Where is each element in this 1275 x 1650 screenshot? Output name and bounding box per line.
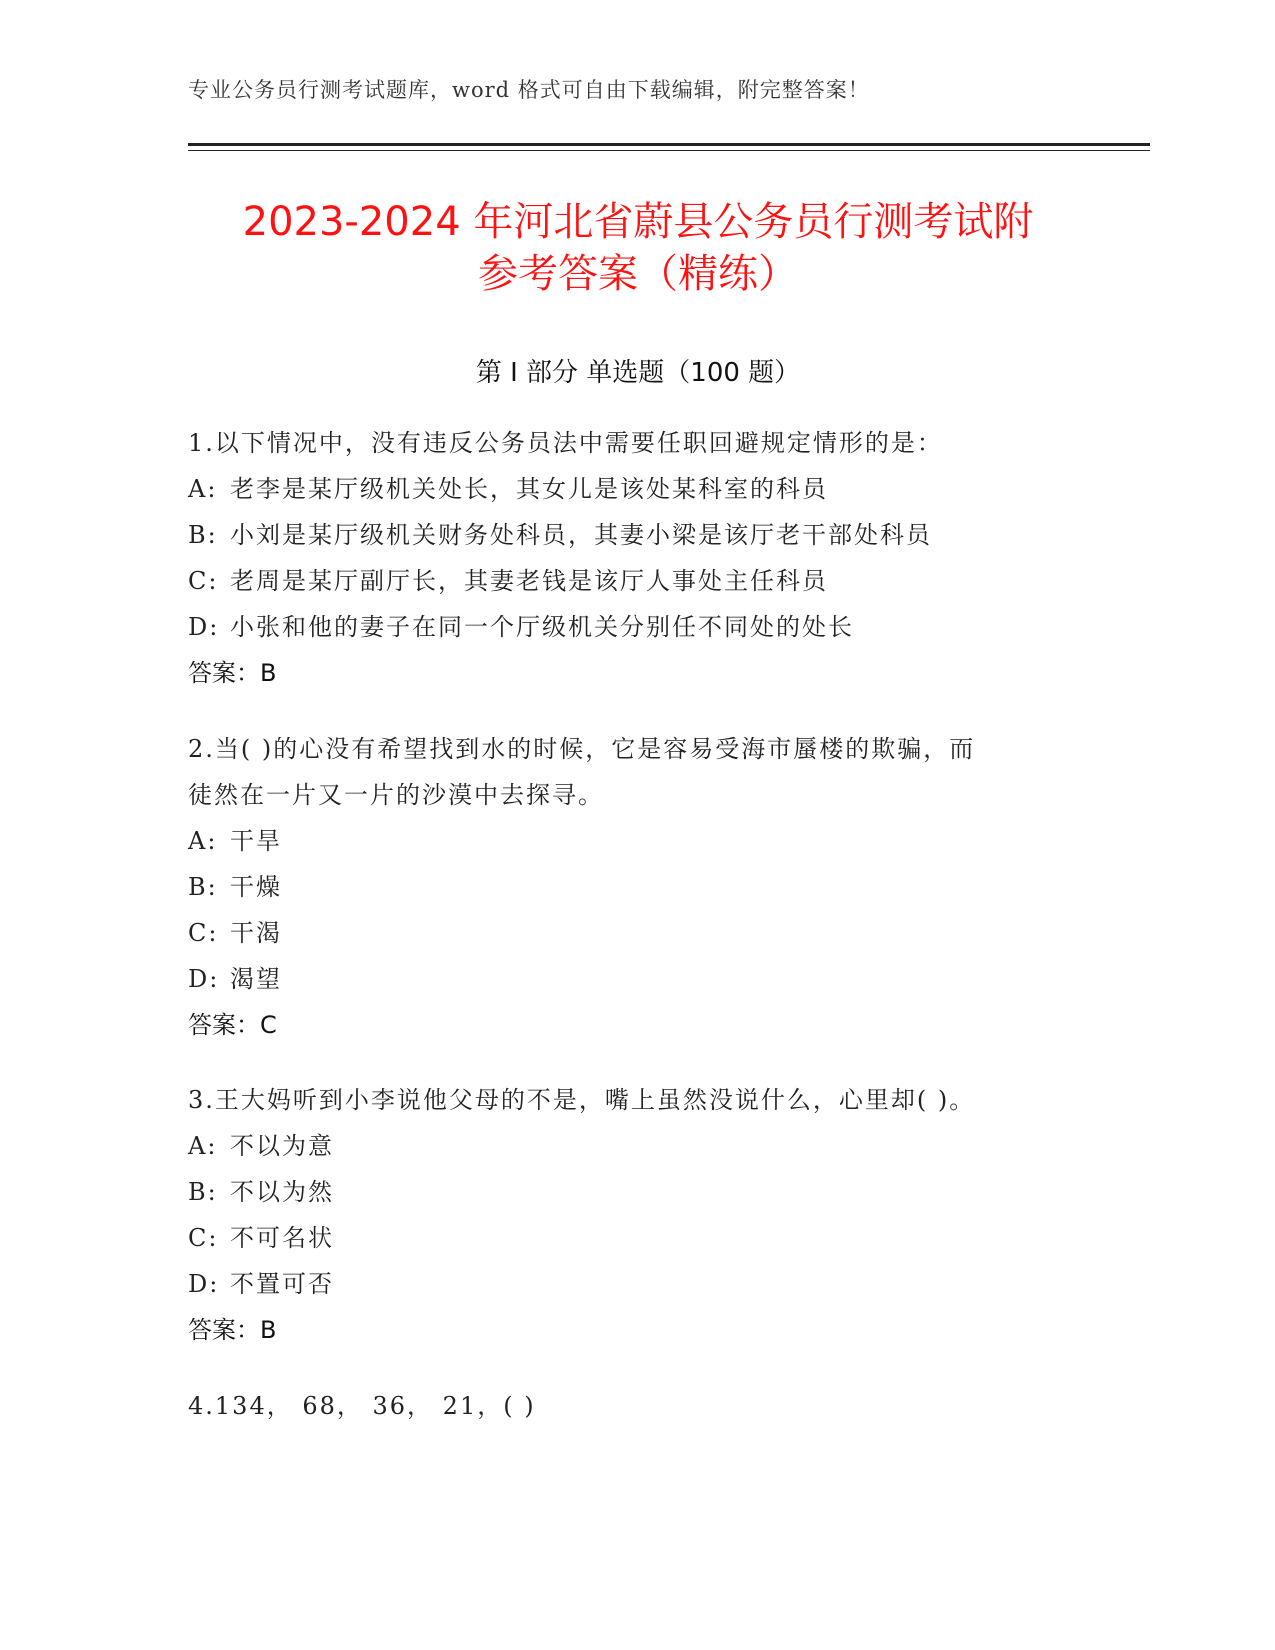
- option-key: A:: [188, 827, 218, 855]
- option-text: 不以为意: [230, 1132, 334, 1160]
- option-text: 小张和他的妻子在同一个厅级机关分别任不同处的处长: [230, 613, 854, 641]
- document-title: [188, 196, 1088, 300]
- option-key: B:: [188, 521, 218, 549]
- option-b: [188, 512, 1088, 558]
- option-d: [188, 604, 1088, 650]
- option-b: [188, 1169, 1088, 1215]
- question-stem: 4.134， 68， 36， 21，( ): [188, 1392, 536, 1420]
- option-b: [188, 864, 1088, 910]
- answer: 答案：C: [188, 1011, 277, 1039]
- option-d: [188, 1261, 1088, 1307]
- option-key: D:: [188, 1270, 220, 1298]
- answer: 答案：B: [188, 1316, 277, 1344]
- option-key: B:: [188, 1178, 218, 1206]
- option-a: [188, 1123, 1088, 1169]
- header-note: 专业公务员行测考试题库，word 格式可自由下载编辑，附完整答案！: [188, 78, 870, 102]
- question-4: [188, 1383, 1088, 1429]
- question-1: [188, 420, 1088, 696]
- question-stem: 3.王大妈听到小李说他父母的不是，嘴上虽然没说什么，心里却( )。: [188, 1086, 976, 1114]
- section-title: 第 I 部分 单选题（100 题）: [475, 358, 801, 388]
- option-text: 不置可否: [230, 1270, 334, 1298]
- option-text: 老周是某厅副厅长，其妻老钱是该厅人事处主任科员: [230, 567, 828, 595]
- option-a: [188, 818, 1088, 864]
- option-text: 老李是某厅级机关处长，其女儿是该处某科室的科员: [230, 475, 828, 503]
- question-stem-continued: 徒然在一片又一片的沙漠中去探寻。: [188, 781, 604, 809]
- option-c: [188, 1215, 1088, 1261]
- question-stem: 2.当( )的心没有希望找到水的时候，它是容易受海市蜃楼的欺骗，而: [188, 735, 976, 763]
- header-rule-thick: [188, 143, 1150, 146]
- option-text: 不以为然: [230, 1178, 334, 1206]
- question-3: [188, 1077, 1088, 1353]
- option-key: C:: [188, 567, 219, 595]
- option-text: 干旱: [230, 827, 282, 855]
- option-text: 小刘是某厅级机关财务处科员，其妻小梁是该厅老干部处科员: [230, 521, 932, 549]
- option-key: C:: [188, 1224, 219, 1252]
- option-text: 干燥: [230, 873, 282, 901]
- option-key: A:: [188, 1132, 218, 1160]
- answer: 答案：B: [188, 659, 277, 687]
- option-a: [188, 466, 1088, 512]
- option-text: 渴望: [230, 965, 282, 993]
- question-stem: 1.以下情况中，没有违反公务员法中需要任职回避规定情形的是：: [188, 429, 943, 457]
- option-text: 干渴: [230, 919, 282, 947]
- header-rule-thin: [188, 150, 1150, 151]
- option-key: D:: [188, 613, 220, 641]
- option-key: C:: [188, 919, 219, 947]
- option-c: [188, 910, 1088, 956]
- option-d: [188, 956, 1088, 1002]
- option-key: B:: [188, 873, 218, 901]
- title-line-1: 2023-2024 年河北省蔚县公务员行测考试附: [242, 199, 1034, 245]
- title-line-2: 参考答案（精练）: [478, 251, 798, 297]
- option-key: D:: [188, 965, 220, 993]
- option-key: A:: [188, 475, 218, 503]
- question-2: [188, 726, 1088, 1048]
- option-text: 不可名状: [230, 1224, 334, 1252]
- option-c: [188, 558, 1088, 604]
